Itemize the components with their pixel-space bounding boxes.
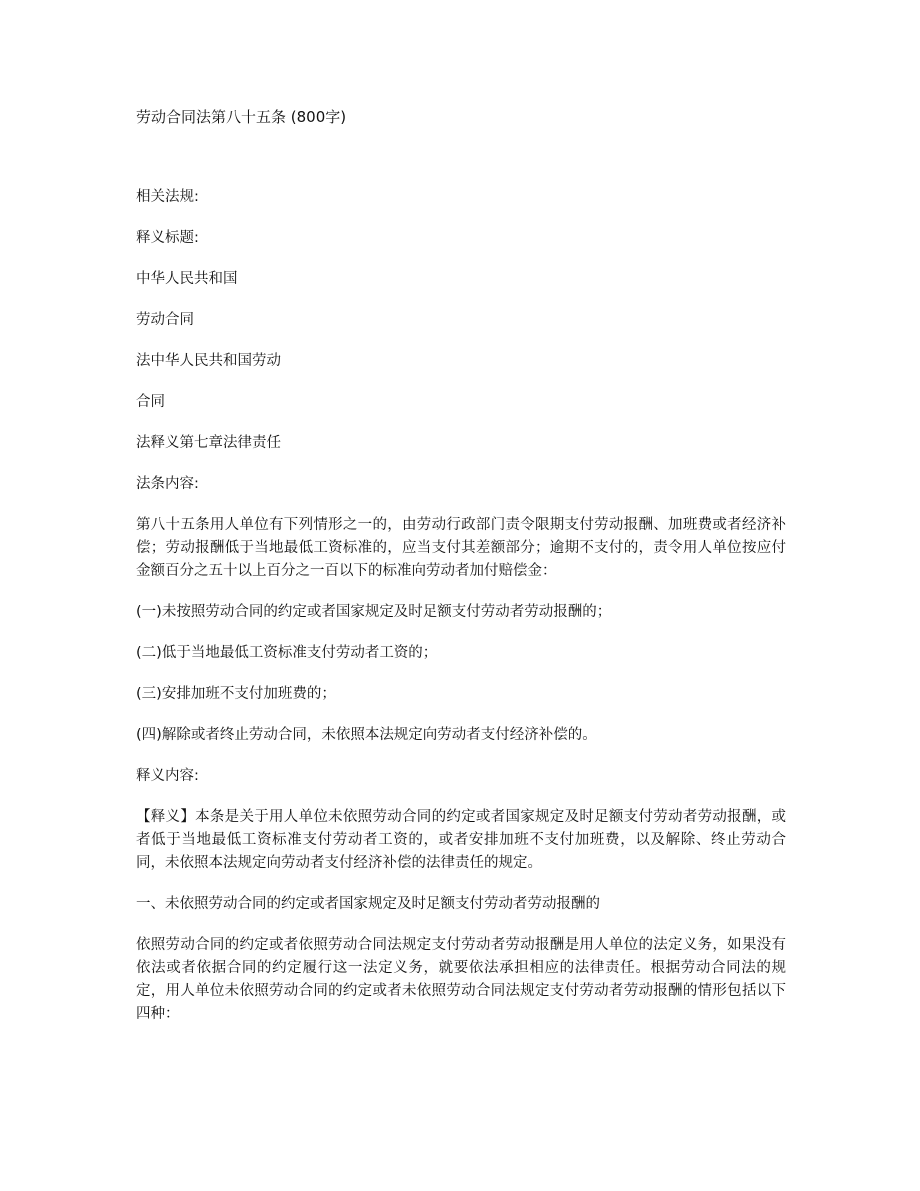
article-item: (一)未按照劳动合同的约定或者国家规定及时足额支付劳动者劳动报酬的； bbox=[136, 604, 612, 620]
document-body bbox=[136, 186, 786, 1044]
interpretation-title-line: 劳动合同 bbox=[136, 312, 194, 328]
interpretation-title-line: 中华人民共和国 bbox=[136, 271, 238, 287]
interpretation-paragraph: 依照劳动合同的约定或者依照劳动合同法规定支付劳动者劳动报酬是用人单位的法定义务，如果没有依法或者依据合同的约定履行这一法定义务，就要依法承担相应的法律责任。根据劳动合同法的规定，用人单位未依照劳动合同的约定或者未依照劳动合同法规定支付劳动者劳动报酬的情形包括以下四种： bbox=[136, 937, 786, 1022]
interpretation-title-line: 合同 bbox=[136, 394, 165, 410]
section-label-interpretation-content: 释义内容: bbox=[136, 768, 199, 784]
section-label-interpretation-title: 释义标题: bbox=[136, 230, 199, 246]
article-main-text: 第八十五条用人单位有下列情形之一的，由劳动行政部门责令限期支付劳动报酬、加班费或者经济补偿；劳动报酬低于当地最低工资标准的，应当支付其差额部分；逾期不支付的，责令用人单位按应付金额百分之五十以上百分之一百以下的标准向劳动者加付赔偿金： bbox=[136, 517, 786, 579]
section-label-article-content: 法条内容: bbox=[136, 476, 199, 492]
interpretation-title-line: 法释义第七章法律责任 bbox=[136, 435, 281, 451]
interpretation-title-line: 法中华人民共和国劳动 bbox=[136, 353, 281, 369]
article-item: (三)安排加班不支付加班费的； bbox=[136, 686, 336, 702]
article-item: (四)解除或者终止劳动合同，未依照本法规定向劳动者支付经济补偿的。 bbox=[136, 727, 597, 743]
article-item: (二)低于当地最低工资标准支付劳动者工资的； bbox=[136, 645, 438, 661]
interpretation-heading: 一、未依照劳动合同的约定或者国家规定及时足额支付劳动者劳动报酬的 bbox=[136, 896, 600, 912]
interpretation-paragraph: 【释义】本条是关于用人单位未依照劳动合同的约定或者国家规定及时足额支付劳动者劳动报酬，或者低于当地最低工资标准支付劳动者工资的，或者安排加班不支付加班费，以及解除、终止劳动合同，未依照本法规定向劳动者支付经济补偿的法律责任的规定。 bbox=[136, 809, 786, 871]
document-title: 劳动合同法第八十五条 (800字) bbox=[136, 108, 347, 126]
section-label-related-laws: 相关法规: bbox=[136, 189, 199, 205]
